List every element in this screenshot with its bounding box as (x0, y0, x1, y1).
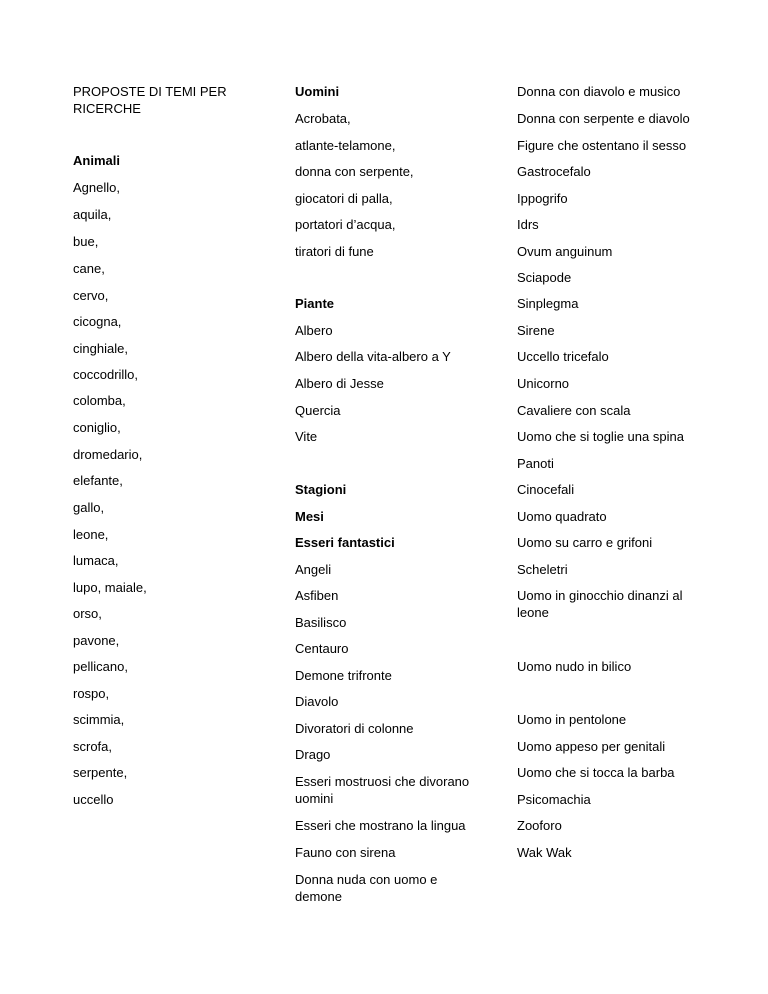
list-item: Albero (295, 323, 333, 338)
list-item: orso, (73, 606, 102, 621)
list-item: Uomo quadrato (517, 509, 607, 524)
list-item: Esseri che mostrano la lingua (295, 818, 466, 833)
list-item: Uomo su carro e grifoni (517, 535, 653, 550)
list-item: coniglio, (73, 420, 121, 435)
list-item: Agnello, (73, 180, 120, 195)
list-item: tiratori di fune (295, 244, 374, 259)
list-item: Uccello tricefalo (517, 349, 609, 364)
list-item: Diavolo (295, 694, 339, 709)
list-item: Panoti (517, 456, 554, 471)
list-item: scimmia, (73, 712, 125, 727)
list-item: Idrs (517, 217, 539, 232)
heading-stagioni: Stagioni (295, 482, 347, 497)
list-item: Acrobata, (295, 111, 351, 126)
list-item: cervo, (73, 288, 109, 303)
list-item: Angeli (295, 562, 332, 577)
list-item: cinghiale, (73, 341, 128, 356)
list-item: Unicorno (517, 376, 570, 391)
list-item: cicogna, (73, 314, 122, 329)
list-item: scrofa, (73, 739, 113, 754)
list-item: Donna con diavolo e musico (517, 84, 681, 99)
list-item: Cavaliere con scala (517, 403, 631, 418)
list-item: donna con serpente, (295, 164, 414, 179)
list-item: Donna con serpente e diavolo (517, 111, 690, 126)
list-item: Ovum anguinum (517, 244, 613, 259)
list-item: Divoratori di colonne (295, 721, 414, 736)
list-item: Sciapode (517, 270, 572, 285)
list-item: leone, (73, 527, 109, 542)
list-item: Figure che ostentano il sesso (517, 138, 687, 153)
list-item: lumaca, (73, 553, 119, 568)
list-item: Vite (295, 429, 318, 444)
list-item: Demone trifronte (295, 668, 392, 683)
list-item: Esseri mostruosi che divorano uomini (295, 774, 470, 806)
list-item: lupo, maiale, (73, 580, 147, 595)
list-item: Albero della vita-albero a Y (295, 349, 451, 364)
list-item: Centauro (295, 641, 349, 656)
list-item: atlante-telamone, (295, 138, 396, 153)
list-item: portatori d’acqua, (295, 217, 396, 232)
list-item: Donna nuda con uomo e demone (295, 872, 438, 904)
list-item: elefante, (73, 473, 123, 488)
list-item: Gastrocefalo (517, 164, 591, 179)
list-item: Uomo appeso per genitali (517, 739, 666, 754)
list-item: Ippogrifo (517, 191, 568, 206)
list-item: Uomo in ginocchio dinanzi al leone (517, 588, 683, 620)
document-title: PROPOSTE DI TEMI PER RICERCHE (73, 84, 227, 116)
list-item: Uomo nudo in bilico (517, 659, 632, 674)
heading-animali: Animali (73, 153, 120, 168)
list-item: Sinplegma (517, 296, 579, 311)
list-item: Cinocefali (517, 482, 575, 497)
list-item: Drago (295, 747, 331, 762)
list-item: Albero di Jesse (295, 376, 384, 391)
list-item: rospo, (73, 686, 110, 701)
list-item: giocatori di palla, (295, 191, 393, 206)
list-item: Zooforo (517, 818, 562, 833)
list-item: Uomo che si tocca la barba (517, 765, 675, 780)
list-item: dromedario, (73, 447, 143, 462)
list-item: Sirene (517, 323, 555, 338)
list-item: uccello (73, 792, 114, 807)
list-item: Uomo che si toglie una spina (517, 429, 684, 444)
list-item: pellicano, (73, 659, 128, 674)
list-item: Asfiben (295, 588, 339, 603)
list-item: Quercia (295, 403, 341, 418)
list-item: Wak Wak (517, 845, 572, 860)
list-item: pavone, (73, 633, 120, 648)
heading-mesi: Mesi (295, 509, 324, 524)
list-item: Fauno con sirena (295, 845, 396, 860)
list-item: serpente, (73, 765, 128, 780)
list-item: Uomo in pentolone (517, 712, 627, 727)
list-item: Psicomachia (517, 792, 591, 807)
list-item: coccodrillo, (73, 367, 139, 382)
heading-uomini: Uomini (295, 84, 340, 99)
heading-piante: Piante (295, 296, 335, 311)
list-item: aquila, (73, 207, 112, 222)
list-item: gallo, (73, 500, 105, 515)
list-item: colomba, (73, 393, 126, 408)
list-item: Scheletri (517, 562, 568, 577)
list-item: Basilisco (295, 615, 347, 630)
heading-esseri-fantastici: Esseri fantastici (295, 535, 395, 550)
list-item: cane, (73, 261, 105, 276)
list-item: bue, (73, 234, 99, 249)
